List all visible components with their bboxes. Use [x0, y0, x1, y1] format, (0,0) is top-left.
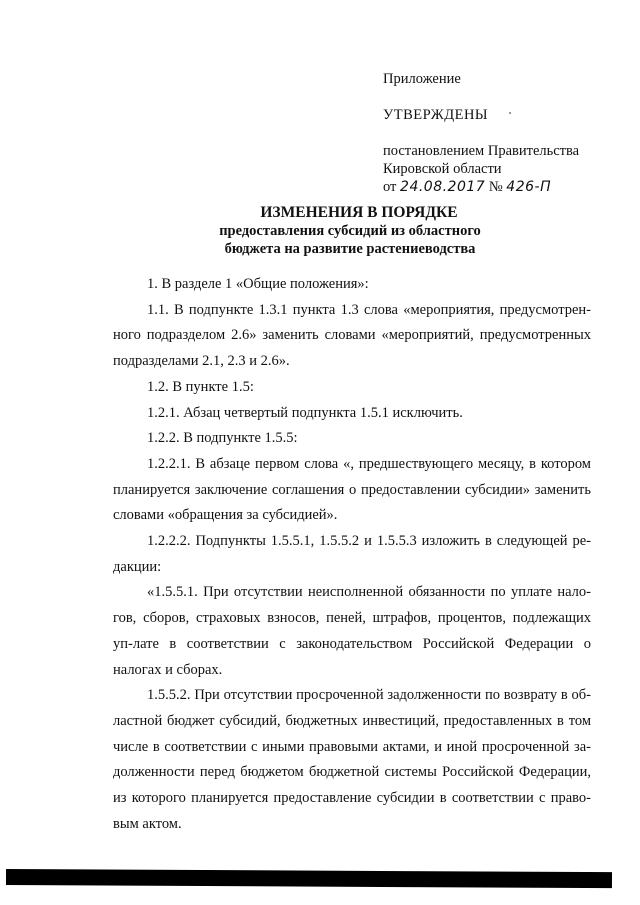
paragraph-1-2-2-2: 1.2.2.2. Подпункты 1.5.5.1, 1.5.5.2 и 1.5.5.3 изложить в следующей ре-дакции: [113, 533, 591, 575]
approved-label: УТВЕРЖДЕНЫ [383, 107, 489, 123]
title-line-2: предоставления субсидий из областного [219, 223, 481, 239]
title-line-3: бюджета на развитие растениеводства [224, 241, 476, 257]
paragraph-1-1: 1.1. В подпункте 1.3.1 пункта 1.3 слова «мероприятия, предусмотрен-ного подразделом 2.6» заменить словами «мероприятий, предусмотренных подразделами 2.1, 2.3 и 2.6». [113, 301, 591, 370]
approval-date-line [383, 178, 613, 196]
document-body [113, 272, 591, 837]
paragraph-section-1: 1. В разделе 1 «Общие положения»: [147, 276, 369, 292]
scan-speck [509, 112, 511, 114]
number-prefix: № [488, 179, 503, 195]
approval-stamp-block [383, 70, 613, 196]
approval-resolution-line: постановлением Правительства [383, 143, 580, 159]
annex-label: Приложение [383, 71, 461, 87]
paragraph-1-2-1: 1.2.1. Абзац четвертый подпункта 1.5.1 исключить. [147, 404, 463, 421]
date-prefix: от [383, 179, 397, 195]
paragraph-1-2-2: 1.2.2. В подпункте 1.5.5: [147, 430, 298, 447]
paragraph-1-2: 1.2. В пункте 1.5: [147, 378, 254, 395]
title-line-1: ИЗМЕНЕНИЯ В ПОРЯДКЕ [260, 204, 458, 221]
handwritten-number: 426-П [506, 179, 552, 195]
approval-region-line: Кировской области [383, 161, 502, 177]
paragraph-1-5-5-2: 1.5.5.2. При отсутствии просроченной задолженности по возврату в об-ластной бюджет субсидий, бюджетных инвестиций, предоставленных в том числе в соответствии с иными правовыми актами, и иной просроченной за-долженности перед бюджетом бюджетной системы Российской Федерации, из которого планируется предоставление субсидии в соответствии с право-вым актом. [113, 687, 591, 832]
scan-edge-bar [6, 869, 612, 888]
handwritten-date: 24.08.2017 [400, 179, 486, 195]
document-title [0, 203, 640, 258]
paragraph-1-5-5-1: «1.5.5.1. При отсутствии неисполненной обязанности по уплате нало-гов, сборов, страховых взносов, пеней, штрафов, процентов, подлежащих уп-лате в соответствии с законодательством Российской Федерации о налогах и сборах. [113, 584, 591, 678]
paragraph-1-2-2-1: 1.2.2.1. В абзаце первом слова «, предшествующего месяцу, в котором планируется заключение соглашения о предоставлении субсидии» заменить словами «обращения за субсидией». [113, 455, 591, 524]
